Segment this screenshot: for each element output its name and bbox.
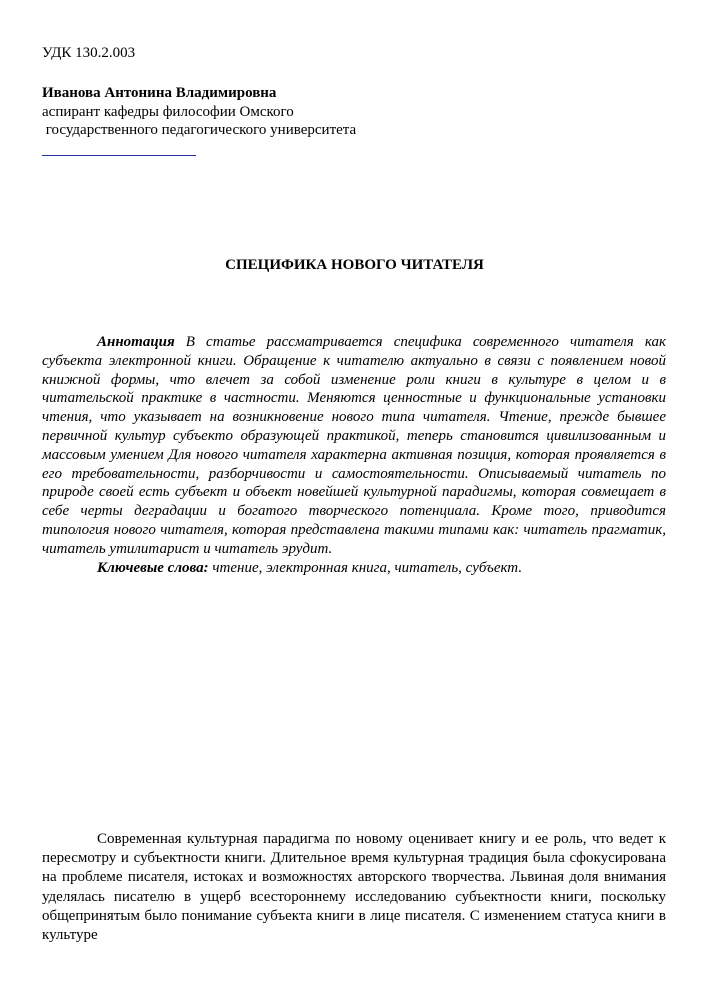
abstract-label: Аннотация (97, 334, 175, 350)
keywords-text: чтение, электронная книга, читатель, субъект. (208, 559, 523, 576)
abstract-section (42, 333, 666, 577)
abstract-text: В статье рассматривается специфика современного читателя как субъекта электронной книги. Обращение к читателю актуально в связи с появлением новой книжной формы, что влечет за собой изменение роли книги в культуре в целом и в читательской практике в частности. Меняются ценностные и функциональные установки чтения, что указывает на возникновение нового типа читателя. Чтение, прежде бывшее первичной культур субъекто образующей практикой, теперь становится цивилизованным и массовым умением Для нового читателя характерна активная позиция, которая проявляется в его требовательности, разборчивости и самостоятельности. Описываемый читатель по природе своей есть субъект и объект новейшей культурной парадигмы, которая совмещает в себе черты деградации и богатого творческого потенциала. Кроме того, приводится типология нового читателя, которая представлена такими типами как: читатель прагматик, читатель утилитарист и читатель эрудит. (42, 334, 666, 557)
author-block (42, 84, 662, 140)
udk-code: УДК 130.2.003 (42, 45, 136, 61)
author-affiliation-line1: аспирант кафедры философии Омского (42, 103, 294, 120)
body-paragraph: Современная культурная парадигма по новому оценивает книгу и ее роль, что ведет к пересмотру и субъектности книги. Длительное время культурная традиция была сфокусирована на проблеме писателя, истоках и возможностях авторского творчества. Львиная доля внимания уделялась писателю в ущерб всестороннему исследованию субъектности книги, поскольку общепринятым было понимание субъекта книги в лице писателя. С изменением статуса книги в культуре (42, 831, 666, 944)
separator-line (42, 155, 196, 156)
article-title: СПЕЦИФИКА НОВОГО ЧИТАТЕЛЯ (225, 257, 484, 273)
keywords-paragraph (42, 559, 666, 578)
abstract-paragraph (42, 333, 666, 559)
author-affiliation-line2: государственного педагогического университета (42, 122, 357, 138)
keywords-label: Ключевые слова: (97, 559, 209, 576)
body-section (42, 830, 666, 945)
author-name: Иванова Антонина Владимировна (42, 85, 277, 101)
